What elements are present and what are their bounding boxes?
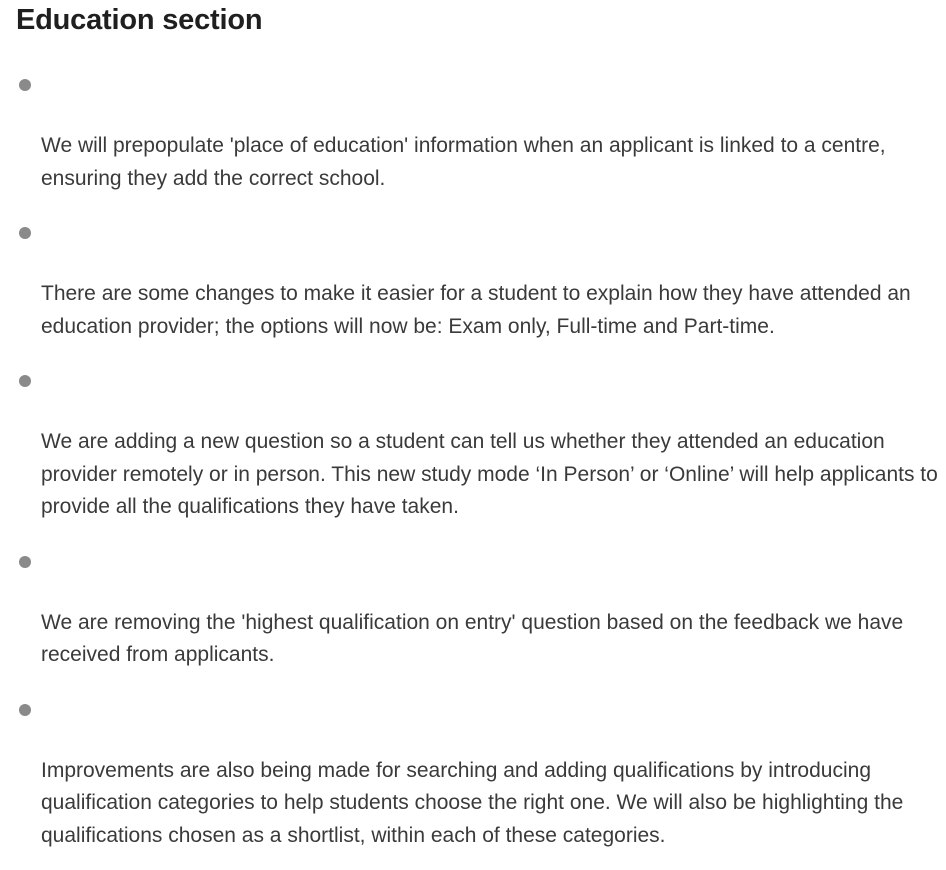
bullet-dot-icon bbox=[19, 556, 31, 568]
list-item bbox=[0, 361, 946, 524]
list-item-text: Improvements are also being made for searching and adding qualifications by introducing qualification categories to help students choose the right one. We will also be highlighting the qualifications chosen as a shortlist, within each of these categories. bbox=[41, 758, 904, 847]
bullet-dot-icon bbox=[19, 79, 31, 91]
bullet-list bbox=[0, 65, 946, 870]
bullet-dot-icon bbox=[19, 375, 31, 387]
list-item-text: We are removing the 'highest qualification on entry' question based on the feedback we have received from applicants. bbox=[41, 610, 904, 666]
list-item bbox=[0, 65, 946, 195]
list-item bbox=[0, 542, 946, 672]
list-item-text: There are some changes to make it easier for a student to explain how they have attended an education provider; the options will now be: Exam only, Full-time and Part-time. bbox=[41, 282, 911, 338]
list-item bbox=[0, 690, 946, 853]
list-item-text: We are adding a new question so a student can tell us whether they attended an education provider remotely or in person. This new study mode ‘In Person’ or ‘Online’ will help applicants to provide all the qualifications they have taken. bbox=[41, 430, 938, 518]
list-item-text: We will prepopulate 'place of education' information when an applicant is linked to a centre, ensuring they add the correct school. bbox=[41, 134, 886, 190]
list-item bbox=[0, 213, 946, 343]
section-title: Education section bbox=[16, 4, 263, 36]
bullet-dot-icon bbox=[19, 704, 31, 716]
bullet-dot-icon bbox=[19, 227, 31, 239]
